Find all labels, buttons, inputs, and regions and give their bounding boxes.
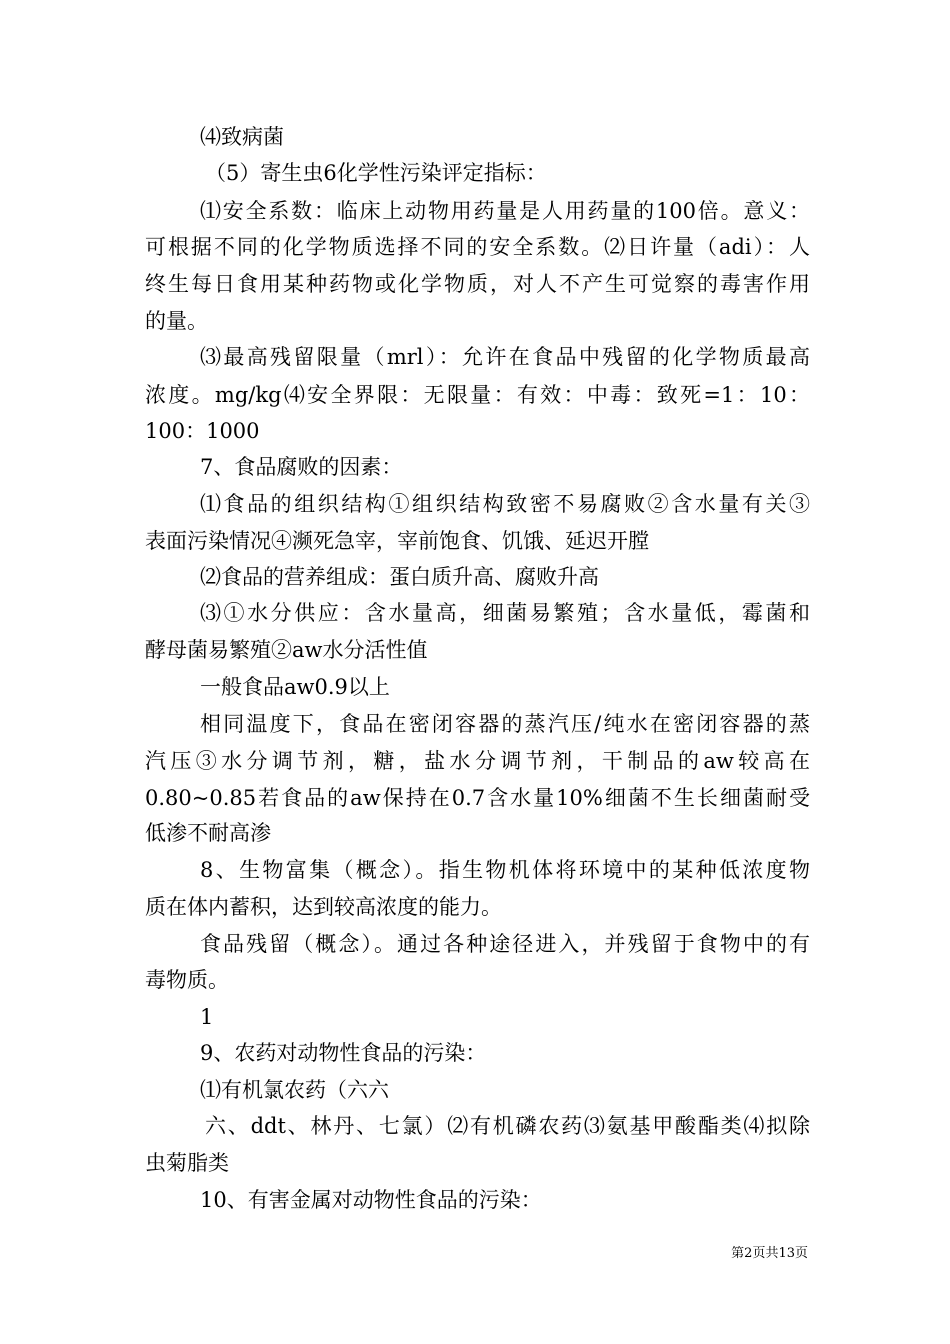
- text-line: 1: [200, 1005, 214, 1029]
- text-line: 质在体内蓄积，达到较高浓度的能力。: [145, 895, 502, 919]
- text-line: 的量。: [145, 309, 208, 333]
- text-line: 终生每日食用某种药物或化学物质，对人不产生可觉察的毒害作用: [145, 272, 810, 296]
- text-line: ⑷致病菌: [200, 125, 284, 149]
- text-line: 8、生物富集（概念）。指生物机体将环境中的某种低浓度物: [200, 858, 810, 882]
- text-line: 相同温度下，食品在密闭容器的蒸汽压/纯水在密闭容器的蒸: [200, 712, 810, 736]
- text-line: ⑶最高残留限量（mrl）：允许在食品中残留的化学物质最高: [200, 345, 810, 369]
- page-number: 第2页共13页: [731, 1246, 808, 1261]
- text-line: 汽压③水分调节剂，糖，盐水分调节剂，干制品的aw较高在: [145, 749, 810, 773]
- text-line: （5）寄生虫6化学性污染评定指标：: [205, 161, 547, 185]
- text-line: ⑴有机氯农药（六六: [200, 1078, 389, 1102]
- text-line: 六、ddt、林丹、七氯）⑵有机磷农药⑶氨基甲酸酯类⑷拟除: [205, 1114, 810, 1138]
- text-line: ⑶①水分供应：含水量高，细菌易繁殖；含水量低，霉菌和: [200, 601, 810, 625]
- text-line: ⑴食品的组织结构①组织结构致密不易腐败②含水量有关③: [200, 492, 810, 516]
- text-line: 毒物质。: [145, 968, 229, 992]
- text-line: 低渗不耐高渗: [145, 821, 271, 845]
- text-line: 食品残留（概念）。通过各种途径进入，并残留于食物中的有: [200, 932, 810, 956]
- text-line: 7、食品腐败的因素：: [200, 455, 403, 479]
- text-line: 可根据不同的化学物质选择不同的安全系数。⑵日许量（adi）：人: [145, 235, 810, 259]
- text-line: 表面污染情况④濒死急宰，宰前饱食、饥饿、延迟开膛: [145, 529, 649, 553]
- text-line: 0.80~0.85若食品的aw保持在0.7含水量10%细菌不生长细菌耐受: [145, 786, 810, 810]
- text-line: 10、有害金属对动物性食品的污染：: [200, 1188, 542, 1212]
- text-line: 9、农药对动物性食品的污染：: [200, 1041, 487, 1065]
- text-line: 100：1000: [145, 419, 260, 443]
- text-line: 一般食品aw0.9以上: [200, 675, 390, 699]
- text-line: 浓度。mg/kg⑷安全界限：无限量：有效：中毒：致死=1：10：: [145, 383, 810, 407]
- text-line: 酵母菌易繁殖②aw水分活性值: [145, 638, 428, 662]
- text-line: 虫菊脂类: [145, 1151, 229, 1175]
- text-line: ⑴安全系数：临床上动物用药量是人用药量的100倍。意义：: [200, 199, 810, 223]
- text-line: ⑵食品的营养组成：蛋白质升高、腐败升高: [200, 565, 599, 589]
